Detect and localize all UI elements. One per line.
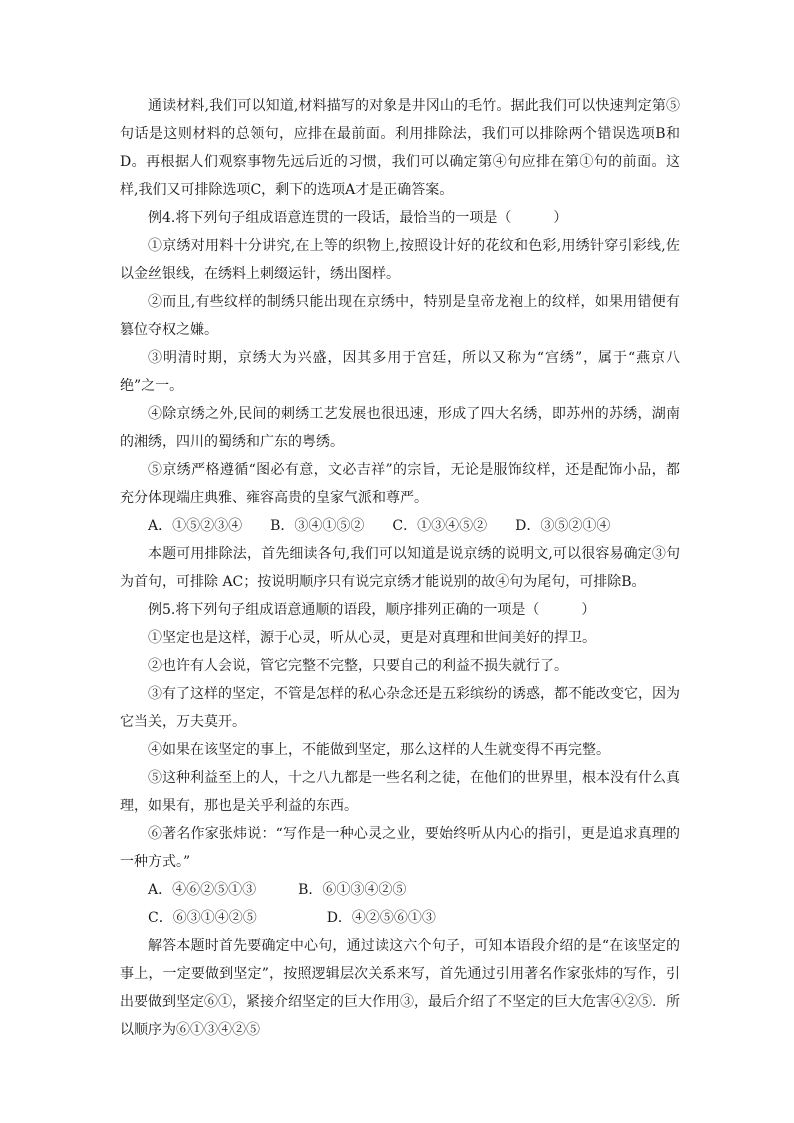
analysis-paragraph-ex3: 通读材料,我们可以知道,材料描写的对象是井冈山的毛竹。据此我们可以快速判定第⑤句话是这则材料的总领句，应排在最前面。利用排除法，我们可以排除两个错误选项B和D。再根据人们观察事物先远后近的习惯，我们可以确定第④句应排在第①句的前面。这样,我们又可排除选项C，剩下的选项A才是正确答案。 xyxy=(120,98,680,198)
example-5-sentence-2: ②也许有人会说，管它完整不完整，只要自己的利益不损失就行了。 xyxy=(148,658,568,674)
example-5-question: 例5.将下列句子组成语意通顺的语段，顺序排列正确的一项是（ ） xyxy=(148,602,596,618)
example-4-sentence-2: ②而且,有些纹样的制绣只能出现在京绣中，特别是皇帝龙袍上的纹样，如果用错便有篡位夺权之嫌。 xyxy=(120,294,680,338)
example-5-options-line-1: A．④⑥②⑤①③ B．⑥①③④②⑤ xyxy=(148,882,407,898)
example-4-sentence-4: ④除京绣之外,民间的刺绣工艺发展也很迅速，形成了四大名绣，即苏州的苏绣，湖南的湘绣，四川的蜀绣和广东的粤绣。 xyxy=(120,406,680,450)
example-5-sentence-6: ⑥著名作家张炜说：“写作是一种心灵之业，要始终听从内心的指引，更是追求真理的一种方式。” xyxy=(120,826,680,870)
analysis-paragraph-ex4: 本题可用排除法，首先细读各句,我们可以知道是说京绣的说明文,可以很容易确定③句为首句，可排除 AC；按说明顺序只有说完京绣才能说别的故④句为尾句，可排除B。 xyxy=(120,546,680,590)
example-5-sentence-5: ⑤这种利益至上的人，十之八九都是一些名利之徒，在他们的世界里，根本没有什么真理，如果有，那也是关乎利益的东西。 xyxy=(120,770,680,814)
analysis-paragraph-ex5: 解答本题时首先要确定中心句，通过读这六个句子，可知本语段介绍的是“在该坚定的事上，一定要做到坚定”，按照逻辑层次关系来写，首先通过引用著名作家张炜的写作，引出要做到坚定⑥①，紧接介绍坚定的巨大作用③，最后介绍了不坚定的巨大危害④②⑤．所以顺序为⑥①③④②⑤ xyxy=(120,938,680,1038)
document-body xyxy=(120,92,680,1044)
example-4-sentence-1: ①京绣对用料十分讲究,在上等的织物上,按照设计好的花纹和色彩,用绣针穿引彩线,佐以金丝银线，在绣料上刺缀运针，绣出图样。 xyxy=(120,238,680,282)
example-4-sentence-5: ⑤京绣严格遵循“图必有意，文必吉祥”的宗旨，无论是服饰纹样，还是配饰小品，都充分体现端庄典雅、雍容高贵的皇家气派和尊严。 xyxy=(120,462,680,506)
example-5-sentence-4: ④如果在该坚定的事上，不能做到坚定，那么这样的人生就变得不再完整。 xyxy=(148,742,610,758)
example-5-sentence-3: ③有了这样的坚定，不管是怎样的私心杂念还是五彩缤纷的诱惑，都不能改变它，因为它当关，万夫莫开。 xyxy=(120,686,680,730)
example-4-sentence-3: ③明清时期，京绣大为兴盛，因其多用于宫廷，所以又称为“宫绣”，属于“燕京八绝”之一。 xyxy=(120,350,680,394)
example-5-sentence-1: ①坚定也是这样，源于心灵，听从心灵，更是对真理和世间美好的捍卫。 xyxy=(148,630,596,646)
example-4-options: A．①⑤②③④ B．③④①⑤② C．①③④⑤② D．③⑤②①④ xyxy=(148,518,611,534)
example-4-question: 例4.将下列句子组成语意连贯的一段话，最恰当的一项是（ ） xyxy=(148,210,568,226)
example-5-options-line-2: C．⑥③①④②⑤ D．④②⑤⑥①③ xyxy=(148,910,436,926)
